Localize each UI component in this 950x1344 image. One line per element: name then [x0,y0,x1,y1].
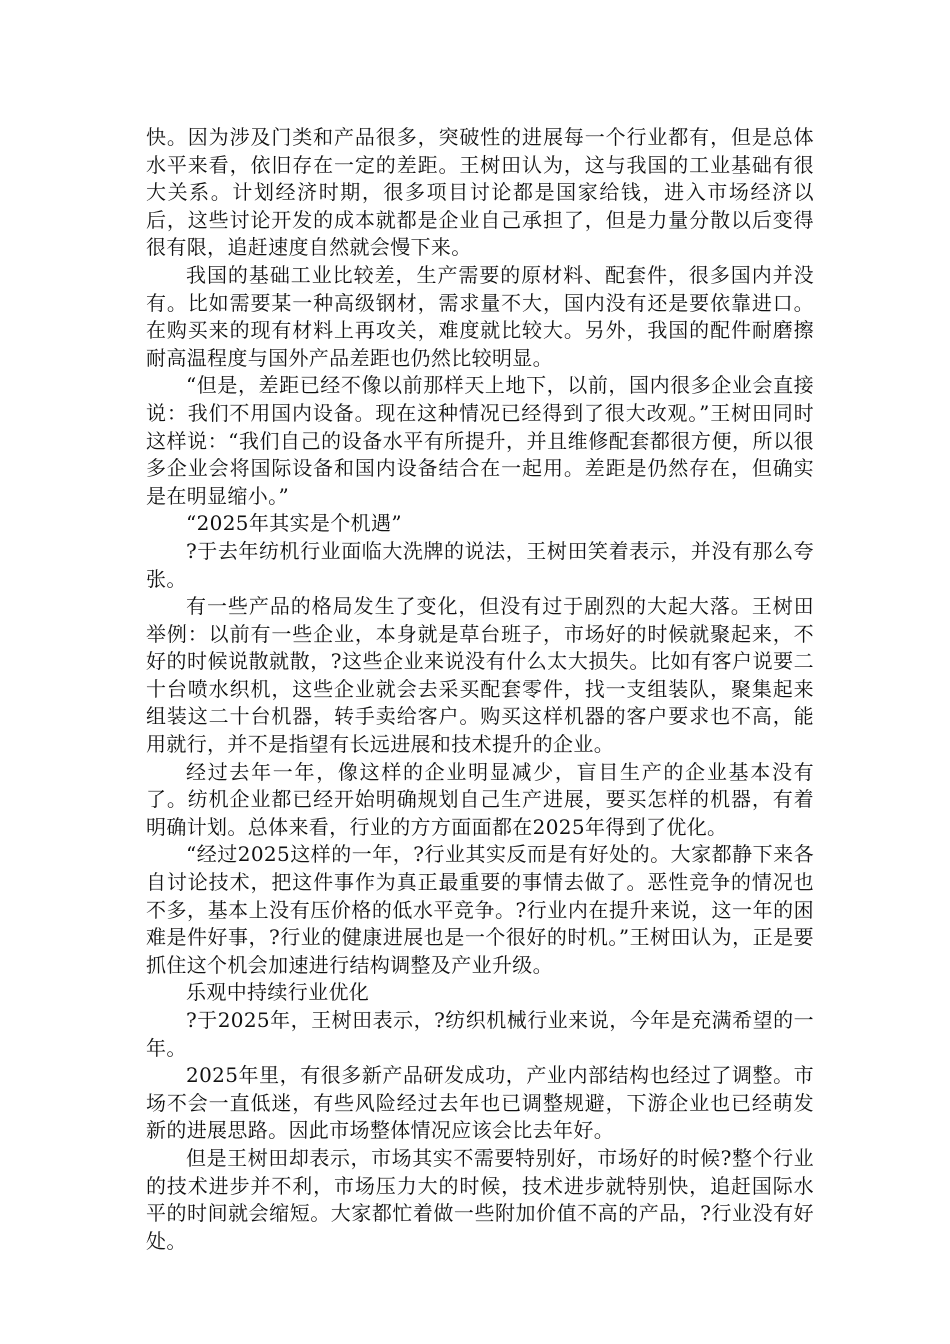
section-heading-opportunity: “2025年其实是个机遇” [186,511,402,536]
paragraph-6: 经过去年一年，像这样的企业明显减少，盲目生产的企业基本没有了。纺机企业都已经开始明确规划自己生产进展，要买怎样的机器，有着明确计划。总体来看，行业的方方面面都在2025年得到了优化。 [146,759,814,839]
paragraph-4: ?于去年纺机行业面临大洗牌的说法，王树田笑着表示，并没有那么夸张。 [146,538,814,591]
paragraph-9: 2025年里，有很多新产品研发成功，产业内部结构也经过了调整。市场不会一直低迷，有些风险经过去年也已调整规避，下游企业也已经萌发新的进展思路。因此市场整体情况应该会比去年好。 [146,1063,814,1143]
paragraph-2: 我国的基础工业比较差，生产需要的原材料、配套件，很多国内并没有。比如需要某一种高级钢材，需求量不大，国内没有还是要依靠进口。在购买来的现有材料上再攻关，难度就比较大。另外，我国的配件耐磨擦耐高温程度与国外产品差距也仍然比较明显。 [146,262,814,370]
section-heading-optimism: 乐观中持续行业优化 [186,980,370,1005]
paragraph-1: 快。因为涉及门类和产品很多，突破性的进展每一个行业都有，但是总体水平来看，依旧存在一定的差距。王树田认为，这与我国的工业基础有很大关系。计划经济时期，很多项目讨论都是国家给钱，进入市场经济以后，这些讨论开发的成本就都是企业自己承担了，但是力量分散以后变得很有限，追赶速度自然就会慢下来。 [146,125,814,260]
paragraph-7: “经过2025这样的一年，?行业其实反而是有好处的。大家都静下来各自讨论技术，把这件事作为真正最重要的事情去做了。恶性竞争的情况也不多，基本上没有压价格的低水平竞争。?行业内在提升来说，这一年的困难是件好事，?行业的健康进展也是一个很好的时机。”王树田认为，正是要抓住这个机会加速进行结构调整及产业升级。 [146,842,814,977]
paragraph-3: “但是，差距已经不像以前那样天上地下，以前，国内很多企业会直接说：我们不用国内设备。现在这种情况已经得到了很大改观。”王树田同时这样说：“我们自己的设备水平有所提升，并且维修配套都很方便，所以很多企业会将国际设备和国内设备结合在一起用。差距是仍然存在，但确实是在明显缩小。” [146,373,814,508]
article-body [146,124,814,1255]
paragraph-10: 但是王树田却表示，市场其实不需要特别好，市场好的时候?整个行业的技术进步并不利，市场压力大的时候，技术进步就特别快，追赶国际水平的时间就会缩短。大家都忙着做一些附加价值不高的产品，?行业没有好处。 [146,1145,814,1253]
paragraph-5: 有一些产品的格局发生了变化，但没有过于剧烈的大起大落。王树田举例：以前有一些企业，本身就是草台班子，市场好的时候就聚起来，不好的时候说散就散，?这些企业来说没有什么太大损失。比如有客户说要二十台喷水织机，这些企业就会去采买配套零件，找一支组装队，聚集起来组装这二十台机器，转手卖给客户。购买这样机器的客户要求也不高，能用就行，并不是指望有长远进展和技术提升的企业。 [146,594,814,757]
paragraph-8: ?于2025年，王树田表示，?纺织机械行业来说，今年是充满希望的一年。 [146,1008,814,1060]
